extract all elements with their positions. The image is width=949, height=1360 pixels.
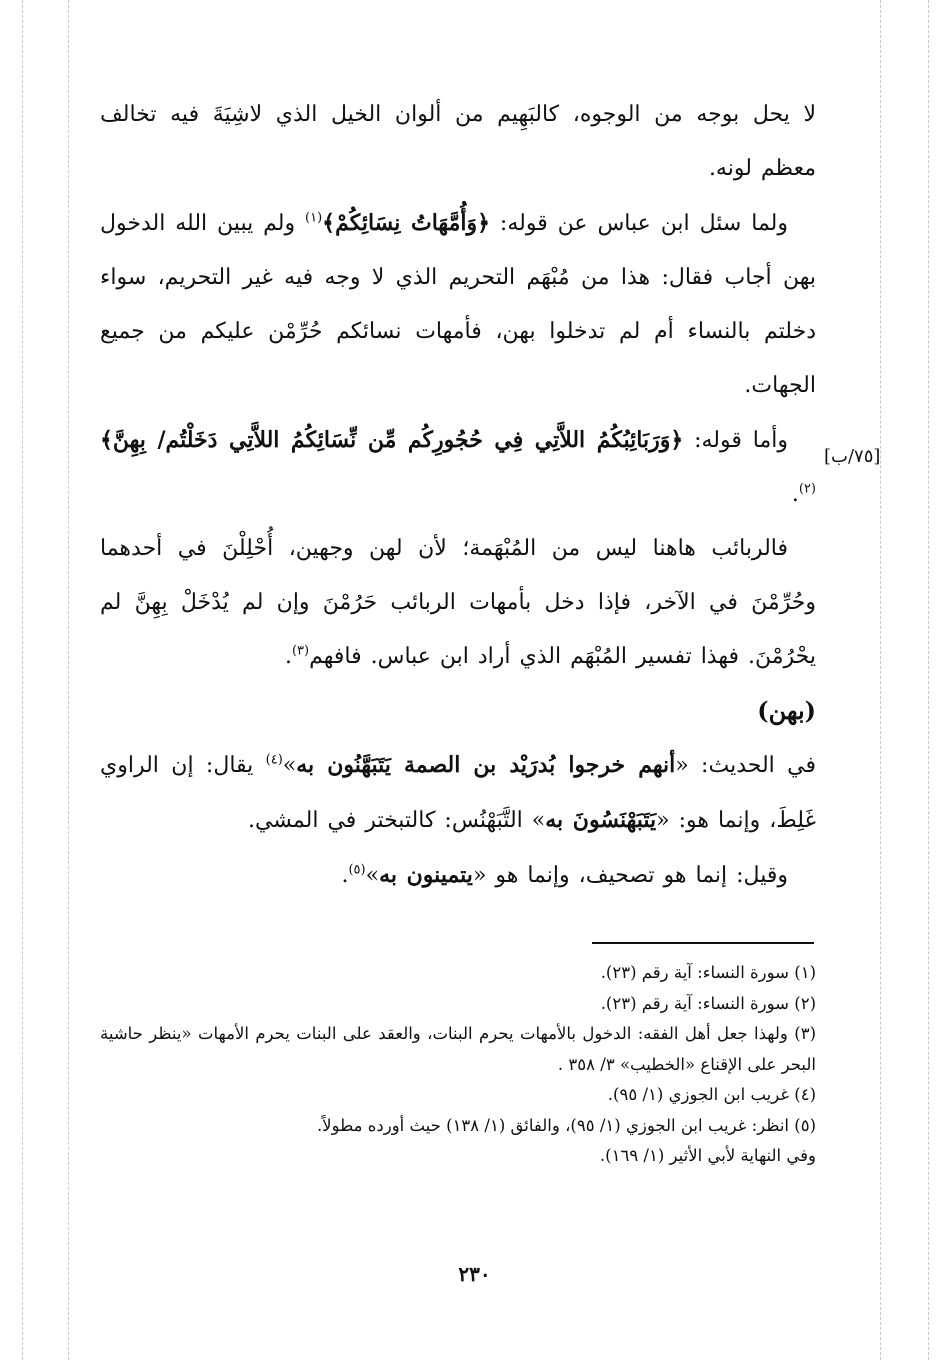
- paragraph-6-intro: وقيل: إنما هو تصحيف، وإنما هو «: [472, 863, 788, 888]
- paragraph-2-body: ولم يبين الله الدخول بهن أجاب فقال: هذا من مُبْهَم التحريم الذي لا وجه فيه غير التحريم، سواء دخلتم بالنساء أم لم تدخلوا بهن، فأمهات نسائكم حُرِّمْن عليكم من جميع الجهات.: [100, 211, 816, 398]
- scan-guide-line: [928, 0, 929, 1360]
- paragraph-2-intro: ولما سئل ابن عباس عن قوله:: [490, 211, 789, 236]
- quran-quote: ﴿وَرَبَائِبُكُمُ اللاَّتِي فِي حُجُورِكُم مِّن نِّسَائِكُمُ اللاَّتِي دَخَلْتُم/ بِهِنَّ﴾: [100, 427, 684, 453]
- footnote-1: (١) سورة النساء: آية رقم (٢٣).: [600, 963, 816, 982]
- paragraph-4-body: فالربائب هاهنا ليس من المُبْهَمة؛ لأن لهن وجهين، أُحْلِلْنَ في أحدهما وحُرِّمْنَ في الآخر، فإذا دخل بأمهات الربائب حَرُمْنَ وإن لم يُدْخَلْ بِهِنَّ لم يحْرُمْنَ. فهذا تفسير المُبْهَم الذي أراد ابن عباس. فافهم: [100, 536, 816, 669]
- footnote-divider: [592, 942, 814, 944]
- variant-word: يَتَبَهْنَسُونَ به: [545, 807, 657, 833]
- paragraph-5: [100, 738, 816, 848]
- footnote-5-continued: وفي النهاية لأبي الأثير (١/ ١٦٩).: [599, 1146, 816, 1165]
- paragraph-3-end: .: [791, 482, 799, 507]
- footnote-ref: (٣): [291, 643, 310, 659]
- scan-guide-line: [880, 0, 881, 1360]
- paragraph-5-end: » التَّبَهْنُس: كالتبختر في المشي.: [247, 808, 546, 833]
- quran-quote: ﴿وَأُمَّهَاتُ نِسَائِكُمْ﴾: [322, 210, 490, 236]
- paragraph-5-intro: في الحديث: «: [675, 753, 816, 778]
- footnotes: [100, 958, 816, 1172]
- hadith-quote: أنهم خرجوا بُدرَيْد بن الصمة يَتَبَهَّنُون به: [296, 752, 676, 778]
- footnote-ref: (١): [305, 210, 323, 226]
- footnote-3: (٣) ولهذا جعل أهل الفقه: الدخول بالأمهات يحرم البنات، والعقد على البنات يحرم الأمهات «ينظر حاشية البحر على الإقناع «الخطيب» ٣/ ٣٥٨ .: [100, 1024, 816, 1074]
- footnote-ref: (٢): [798, 481, 816, 497]
- paragraph-3: [100, 413, 816, 522]
- paragraph-5-mid: يقال: إن الراوي غَلِطَ، وإنما هو: «: [100, 753, 816, 833]
- footnote-ref: (٥): [348, 862, 366, 878]
- main-text: [100, 88, 816, 903]
- quote-close: »: [365, 863, 380, 888]
- page-number: ٢٣٠: [458, 1262, 491, 1286]
- footnote-ref: (٤): [265, 752, 283, 768]
- footnote-2: (٢) سورة النساء: آية رقم (٢٣).: [600, 993, 816, 1013]
- footnote-5: (٥) انظر: غريب ابن الجوزي (١/ ٩٥)، والفائق (١/ ١٣٨) حيث أورده مطولاً.: [316, 1115, 816, 1135]
- scan-guide-line: [68, 0, 69, 1360]
- paragraph-1: لا يحل بوجه من الوجوه، كالبَهِيم من ألوان الخيل الذي لاشِيَةَ فيه تخالف معظم لونه.: [100, 102, 816, 181]
- paragraph-4: فالربائب هاهنا ليس من المُبْهَمة؛ لأن لهن وجهين، أُحْلِلْنَ في أحدهما وحُرِّمْنَ في الآخر، فإذا دخل بأمهات الربائب حَرُمْنَ وإن لم يُدْخَلْ بِهِنَّ لم يحْرُمْنَ. فهذا تفسير المُبْهَم الذي أراد ابن عباس. فافهم$^{(٣)}$.: [100, 536, 816, 669]
- manuscript-folio-marker: [٧٥/ب]: [824, 446, 881, 467]
- variant-word: يتمينون به: [379, 862, 473, 888]
- paragraph-6: [100, 848, 816, 903]
- footnote-4: (٤) غريب ابن الجوزي (١/ ٩٥).: [607, 1085, 816, 1104]
- entry-heading: (بهن): [757, 696, 816, 725]
- paragraph-2: [100, 196, 816, 413]
- scan-guide-line: [22, 0, 23, 1360]
- paragraph-3-intro: وأما قوله:: [683, 428, 788, 453]
- quote-close: »: [282, 753, 297, 778]
- paragraph-6-end: .: [341, 863, 349, 888]
